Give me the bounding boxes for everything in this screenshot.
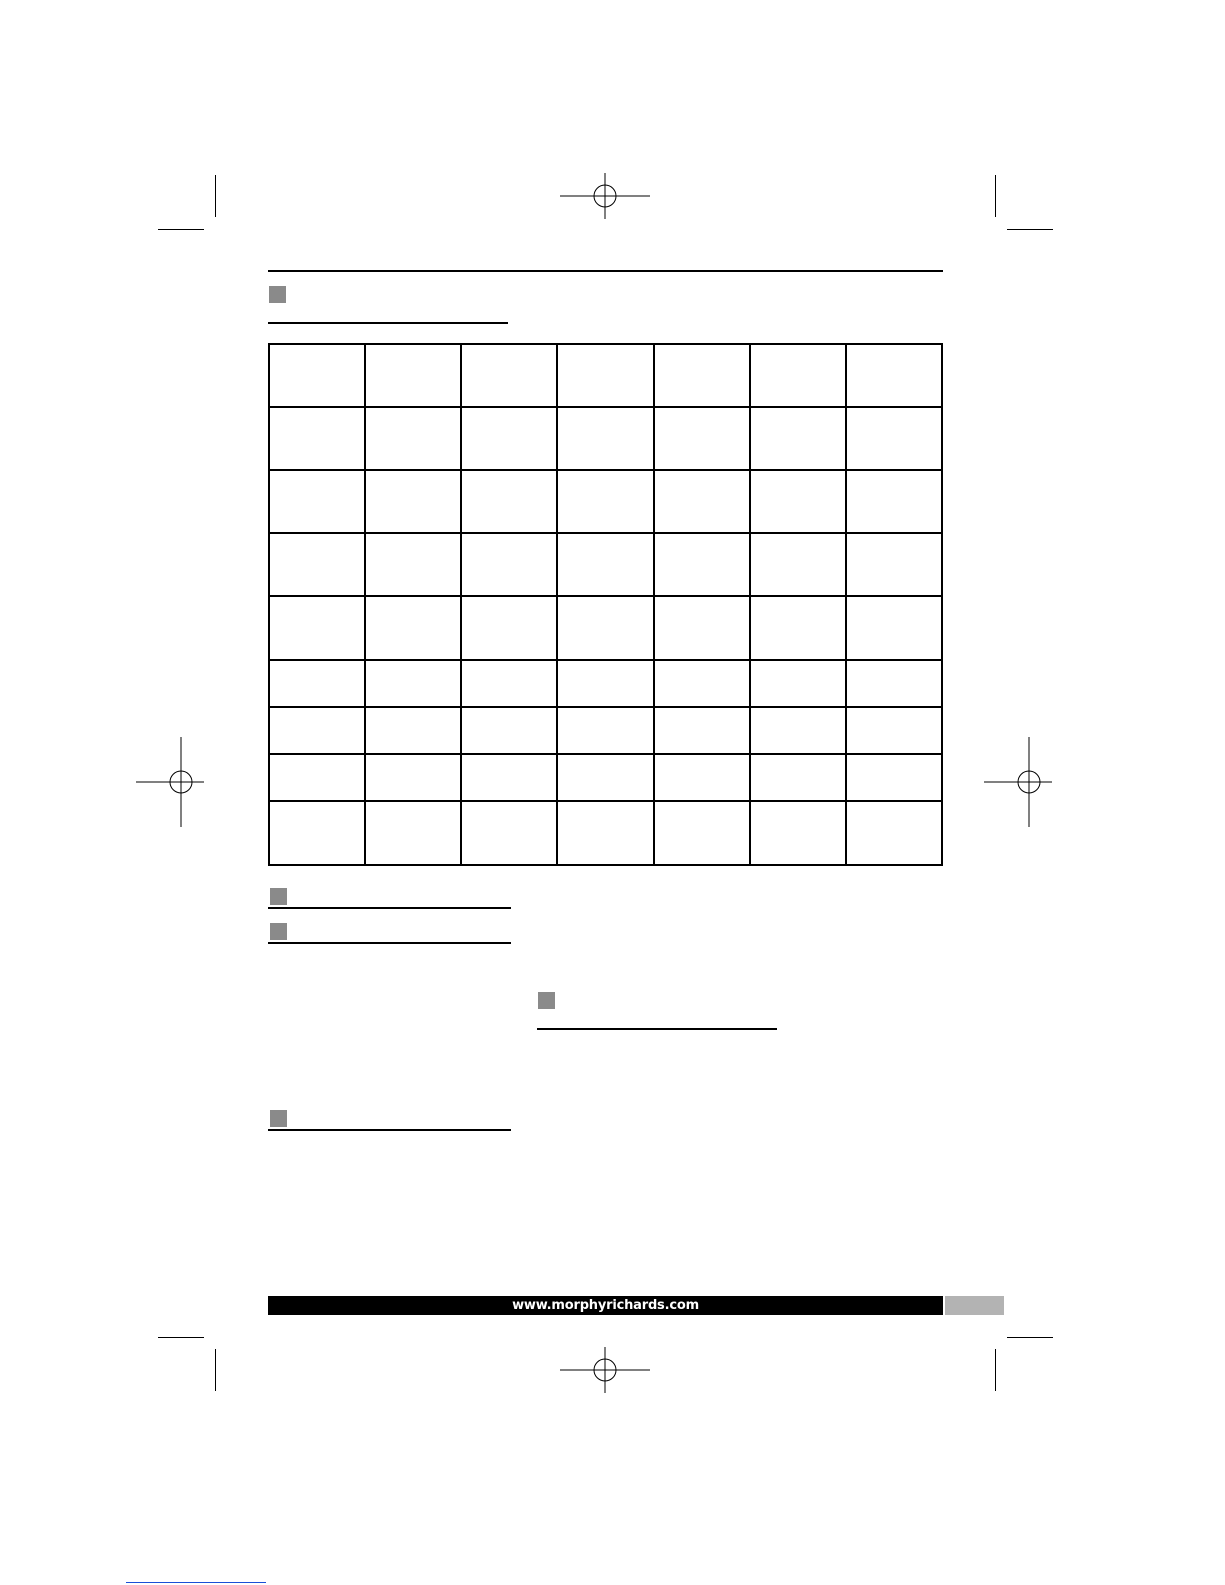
table-cell xyxy=(750,801,846,865)
table-cell xyxy=(461,470,557,533)
table-cell xyxy=(750,470,846,533)
table-cell xyxy=(654,533,750,596)
table-cell xyxy=(461,344,557,407)
table-cell xyxy=(557,407,654,470)
table-cell xyxy=(269,596,365,659)
table-row xyxy=(269,801,942,865)
section-heading-rule-4 xyxy=(537,1028,777,1030)
table-cell xyxy=(846,596,942,659)
table-cell xyxy=(461,754,557,801)
table-cell xyxy=(461,596,557,659)
registration-mark-bottom xyxy=(560,1325,650,1415)
table-cell xyxy=(750,660,846,707)
table-cell xyxy=(461,801,557,865)
section-marker-1 xyxy=(269,286,286,303)
table-cell xyxy=(654,407,750,470)
crop-mark-bottom-left-horizontal xyxy=(158,1337,204,1338)
table-cell xyxy=(557,801,654,865)
table-cell xyxy=(365,660,461,707)
table-cell xyxy=(654,754,750,801)
table-cell xyxy=(654,801,750,865)
table-cell xyxy=(750,596,846,659)
table-cell xyxy=(654,660,750,707)
table-cell xyxy=(365,596,461,659)
table-cell xyxy=(750,407,846,470)
section-marker-2 xyxy=(270,888,287,905)
table-cell xyxy=(654,596,750,659)
table-cell xyxy=(846,407,942,470)
section-heading-rule-1 xyxy=(268,322,508,324)
table-cell xyxy=(846,533,942,596)
crop-mark-bottom-left-vertical xyxy=(215,1349,216,1391)
crop-mark-top-left-vertical xyxy=(215,175,216,217)
table-cell xyxy=(846,754,942,801)
table-cell xyxy=(269,407,365,470)
table-cell xyxy=(461,407,557,470)
registration-mark-right xyxy=(984,737,1074,827)
table-cell xyxy=(365,470,461,533)
table-cell xyxy=(269,660,365,707)
table-cell xyxy=(557,470,654,533)
top-page-rule xyxy=(268,270,943,272)
table-cell xyxy=(269,533,365,596)
table-cell xyxy=(846,801,942,865)
table-row xyxy=(269,754,942,801)
table-cell xyxy=(750,344,846,407)
table-cell xyxy=(461,533,557,596)
table-cell xyxy=(750,707,846,754)
section-marker-4 xyxy=(538,992,555,1009)
table-cell xyxy=(365,754,461,801)
table-cell xyxy=(365,407,461,470)
section-heading-rule-5 xyxy=(268,1129,511,1131)
table-cell xyxy=(846,707,942,754)
table-cell xyxy=(557,707,654,754)
table-row xyxy=(269,470,942,533)
table-cell xyxy=(365,707,461,754)
table-cell xyxy=(365,533,461,596)
table-row xyxy=(269,533,942,596)
table-cell xyxy=(846,344,942,407)
crop-mark-top-right-horizontal xyxy=(1007,229,1053,230)
registration-mark-top xyxy=(560,151,650,241)
table-row xyxy=(269,344,942,407)
bottom-link-underline xyxy=(126,1582,266,1583)
table-cell xyxy=(269,707,365,754)
settings-table xyxy=(268,343,943,866)
table-cell xyxy=(557,660,654,707)
table-cell xyxy=(750,533,846,596)
table-cell xyxy=(557,754,654,801)
section-marker-3 xyxy=(270,923,287,940)
table-row xyxy=(269,407,942,470)
table-cell xyxy=(365,801,461,865)
section-marker-5 xyxy=(270,1110,287,1127)
footer-website-bar xyxy=(268,1296,943,1315)
table-cell xyxy=(365,344,461,407)
table-cell xyxy=(654,707,750,754)
page-number-tab xyxy=(945,1296,1004,1315)
table-cell xyxy=(269,470,365,533)
table-cell xyxy=(269,754,365,801)
table-row xyxy=(269,707,942,754)
table-cell xyxy=(654,344,750,407)
crop-mark-top-right-vertical xyxy=(995,175,996,217)
section-heading-rule-2 xyxy=(268,907,511,909)
table-cell xyxy=(269,344,365,407)
table-cell xyxy=(846,660,942,707)
footer-website-url[interactable]: www.morphyrichards.com xyxy=(512,1298,699,1313)
table-cell xyxy=(654,470,750,533)
crop-mark-bottom-right-vertical xyxy=(995,1349,996,1391)
table-cell xyxy=(557,596,654,659)
table-cell xyxy=(557,533,654,596)
table-cell xyxy=(461,707,557,754)
table-cell xyxy=(750,754,846,801)
registration-mark-left xyxy=(136,737,226,827)
table-row xyxy=(269,596,942,659)
table-cell xyxy=(846,470,942,533)
table-cell xyxy=(557,344,654,407)
crop-mark-bottom-right-horizontal xyxy=(1007,1337,1053,1338)
section-heading-rule-3 xyxy=(268,942,511,944)
table-cell xyxy=(461,660,557,707)
table-row xyxy=(269,660,942,707)
crop-mark-top-left-horizontal xyxy=(158,229,204,230)
table-cell xyxy=(269,801,365,865)
